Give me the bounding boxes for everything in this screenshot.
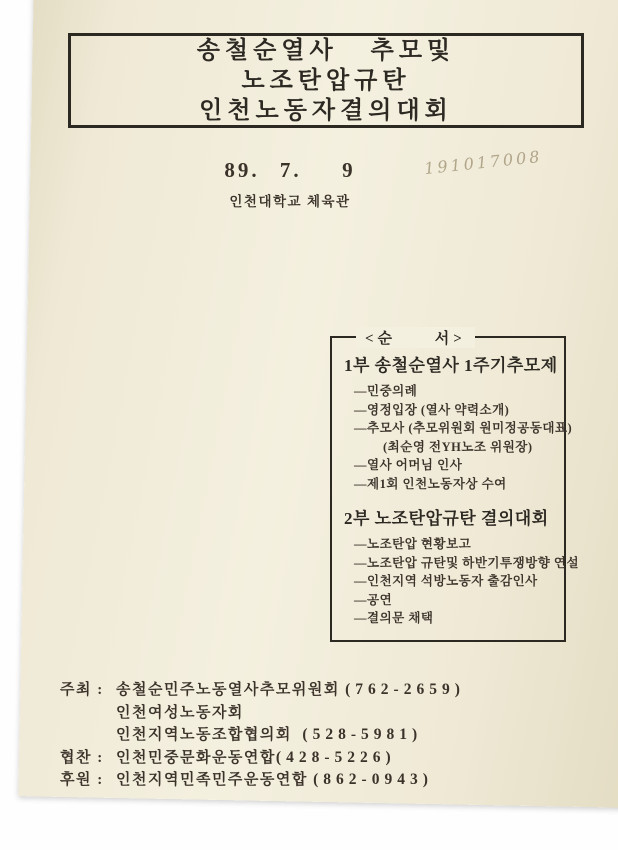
organizer-line-host bbox=[60, 679, 465, 702]
organizer-role-label: 협찬 : bbox=[60, 749, 109, 766]
program-item: —결의문 채택 bbox=[354, 611, 434, 625]
handwritten-archive-number: 191017008 bbox=[423, 146, 544, 179]
program-item: —노조탄압 규탄및 하반기투쟁방향 연설 bbox=[354, 555, 580, 570]
program-box bbox=[330, 331, 580, 642]
organizer-phone: (528-5981) bbox=[302, 726, 423, 743]
program-item: —영정입장 (열사 약력소개) bbox=[354, 402, 510, 417]
organizer-info bbox=[60, 679, 465, 792]
title-box bbox=[68, 33, 584, 128]
page-title-line-1: 송철순열사 추모및 bbox=[196, 37, 456, 64]
organizer-line-sponsor bbox=[60, 747, 465, 770]
event-date: 89. 7. 9 bbox=[224, 158, 356, 182]
organizer-name: 송철순민주노동열사추모위원회 bbox=[116, 682, 346, 698]
organizer-role-label: 후원 : bbox=[60, 772, 109, 788]
organizer-line-host-3 bbox=[60, 724, 465, 747]
organizer-phone: (862-0943) bbox=[313, 771, 433, 788]
program-section-1-title: 1부 송철순열사 1주기추모제 bbox=[344, 356, 558, 375]
organizer-phone: (428-5226) bbox=[275, 748, 396, 766]
program-box-legend: <순 서> bbox=[356, 327, 475, 348]
page-title-line-2: 노조탄압규탄 bbox=[241, 67, 411, 94]
program-item: —공연 bbox=[354, 592, 393, 607]
event-venue: 인천대학교 체육관 bbox=[229, 194, 351, 209]
organizer-line-support bbox=[60, 769, 465, 792]
organizer-line-host-2 bbox=[60, 702, 465, 725]
organizer-phone: (762-2659) bbox=[345, 681, 465, 698]
program-item: —민중의례 bbox=[354, 384, 418, 398]
program-section-1 bbox=[344, 354, 573, 493]
program-item: —제1회 인천노동자상 수여 bbox=[354, 476, 507, 491]
event-date-block bbox=[215, 158, 365, 210]
program-item: (최순영 전YH노조 위원장) bbox=[354, 439, 533, 454]
program-item: —추모사 (추모위원회 원미정공동대표) bbox=[354, 421, 573, 435]
program-item: —열사 어머님 인사 bbox=[354, 458, 463, 472]
organizer-name: 인천지역노동조합협의회 bbox=[116, 727, 303, 743]
organizer-name: 인천지역민족민주운동연합 bbox=[116, 772, 314, 788]
organizer-name: 인천여성노동자회 bbox=[116, 704, 244, 721]
program-item: —인천지역 석방노동자 출감인사 bbox=[354, 574, 538, 588]
organizer-role-label: 주최 : bbox=[60, 682, 109, 698]
page-title-line-3: 인천노동자결의대회 bbox=[199, 97, 453, 124]
program-section-2 bbox=[344, 507, 580, 628]
program-section-2-title: 2부 노조탄압규탄 결의대회 bbox=[344, 509, 549, 528]
organizer-name: 인천민중문화운동연합 bbox=[116, 749, 276, 766]
program-item: —노조탄압 현황보고 bbox=[354, 537, 472, 551]
